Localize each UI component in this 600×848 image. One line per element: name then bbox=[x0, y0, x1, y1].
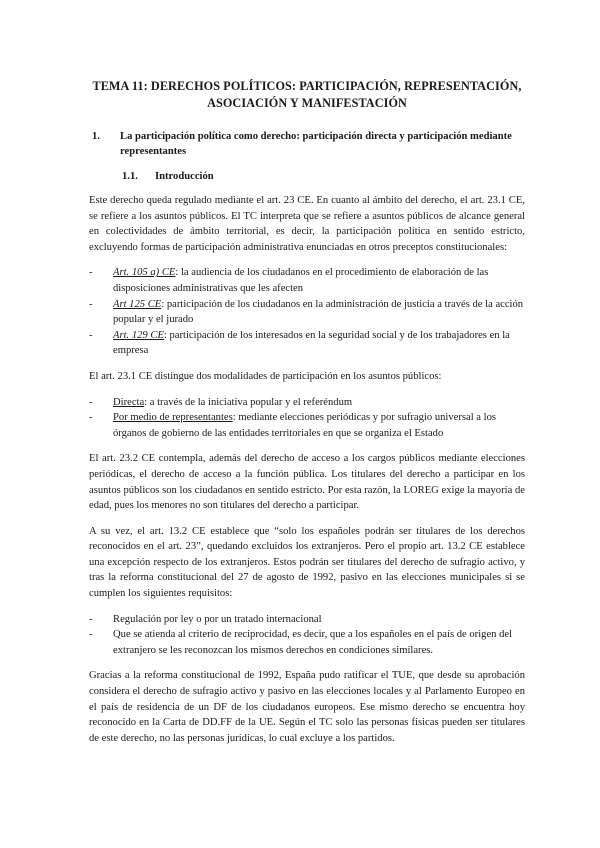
article-reference: Art. 129 CE bbox=[113, 329, 164, 341]
section-1-heading bbox=[89, 129, 525, 159]
modality-term: Directa bbox=[113, 396, 145, 408]
document-title bbox=[89, 78, 525, 111]
dash-bullet: - bbox=[89, 412, 93, 424]
article-reference: Art. 105 a) CE bbox=[113, 267, 176, 279]
requirements-list bbox=[89, 612, 525, 659]
list-item bbox=[89, 410, 525, 441]
title-line-1: TEMA 11: DERECHOS POLÍTICOS: PARTICIPACIÓN, REPRESENTACIÓN, bbox=[92, 79, 522, 93]
list-item bbox=[89, 265, 525, 296]
list-item-text: : a través de la iniciativa popular y el referéndum bbox=[144, 396, 353, 408]
dash-bullet: - bbox=[89, 267, 93, 279]
article-reference: Art 125 CE bbox=[113, 298, 162, 310]
dash-bullet: - bbox=[89, 396, 93, 408]
paragraph-5: Gracias a la reforma constitucional de 1992, España pudo ratificar el TUE, que desde su aprobación considera el derecho de sufragio activo y pasivo en las elecciones locales y al Parlamento Europeo en el país de residencia de un DF de los ciudadanos europeos. Ese mismo derecho se encuentra hoy reconocido en la Carta de DD.FF de la UE. Según el TC solo las personas físicas pueden ser titulares de este derecho, no las personas jurídicas, lo cual excluye a los partidos. bbox=[89, 670, 525, 744]
list-item-text: : participación de los ciudadanos en la administración de justicia a través de la acción popular y el jurado bbox=[113, 298, 524, 326]
paragraph-3: El art. 23.2 CE contempla, además del derecho de acceso a los cargos públicos mediante elecciones periódicas, el derecho de acceso a la función pública. Los titulares del derecho a participar en los asuntos públicos son los ciudadanos en sentido estricto. Por esta razón, la LOREG exige la mayoría de edad, pues los menores no son titulares del derecho a participar. bbox=[89, 453, 525, 512]
dash-bullet: - bbox=[89, 298, 93, 310]
paragraph-2: El art. 23.1 CE distingue dos modalidades de participación en los asuntos públicos: bbox=[89, 370, 442, 382]
list-item bbox=[89, 627, 525, 658]
section-1-1-heading bbox=[122, 169, 525, 184]
participation-forms-list bbox=[89, 265, 525, 359]
list-item-text: : participación de los interesados en la seguridad social y de los trabajadores en la empresa bbox=[113, 329, 510, 357]
section-1-title: La participación política como derecho: participación directa y participación mediante representantes bbox=[120, 131, 512, 157]
list-item-text: Regulación por ley o por un tratado internacional bbox=[113, 613, 322, 625]
list-item-text: Que se atienda al criterio de reciprocidad, es decir, que a los españoles en el país de origen del extranjero se les reconozcan los mismos derechos en condiciones similares. bbox=[113, 629, 513, 656]
list-item bbox=[89, 297, 525, 328]
paragraph-4: A su vez, el art. 13.2 CE establece que “solo los españoles podrán ser titulares de los derechos reconocidos en el art. 23”, quedando excluidos los extranjeros. Pero el propio art. 13.2 CE establece una excepción respecto de los extranjeros. Estos podrán ser titulares del derecho de sufragio activo, y tras la reforma constitucional del 27 de agosto de 1992, pasivo en las elecciones municipales si se cumplen los siguientes requisitos: bbox=[89, 525, 525, 600]
modality-term: Por medio de representantes bbox=[113, 412, 233, 424]
dash-bullet: - bbox=[89, 613, 93, 625]
list-item bbox=[89, 395, 525, 411]
section-1-1-title: Introducción bbox=[155, 171, 214, 182]
list-item-text: : la audiencia de los ciudadanos en el procedimiento de elaboración de las disposiciones administrativas que les afecten bbox=[113, 267, 489, 294]
list-item bbox=[89, 328, 525, 359]
dash-bullet: - bbox=[89, 629, 93, 641]
section-1-1-number: 1.1. bbox=[122, 171, 138, 182]
paragraph-1: Este derecho queda regulado mediante el art. 23 CE. En cuanto al ámbito del derecho, el art. 23.1 CE, se refiere a los asuntos públicos. El TC interpreta que se refiere a asuntos públicos de alcance general en colectividades de ámbito territorial, es decir, la participación política en sentido estricto, excluyendo formas de participación administrativa enunciadas en otros preceptos constitucionales: bbox=[89, 195, 525, 253]
participation-modalities-list bbox=[89, 395, 525, 442]
dash-bullet: - bbox=[89, 329, 93, 341]
section-1-number: 1. bbox=[92, 131, 100, 142]
list-item-text: : mediante elecciones periódicas y por sufragio universal a los órganos de gobierno de las entidades territoriales en que se organiza el Estado bbox=[113, 412, 497, 439]
list-item bbox=[89, 612, 525, 628]
title-line-2: ASOCIACIÓN Y MANIFESTACIÓN bbox=[207, 95, 407, 110]
